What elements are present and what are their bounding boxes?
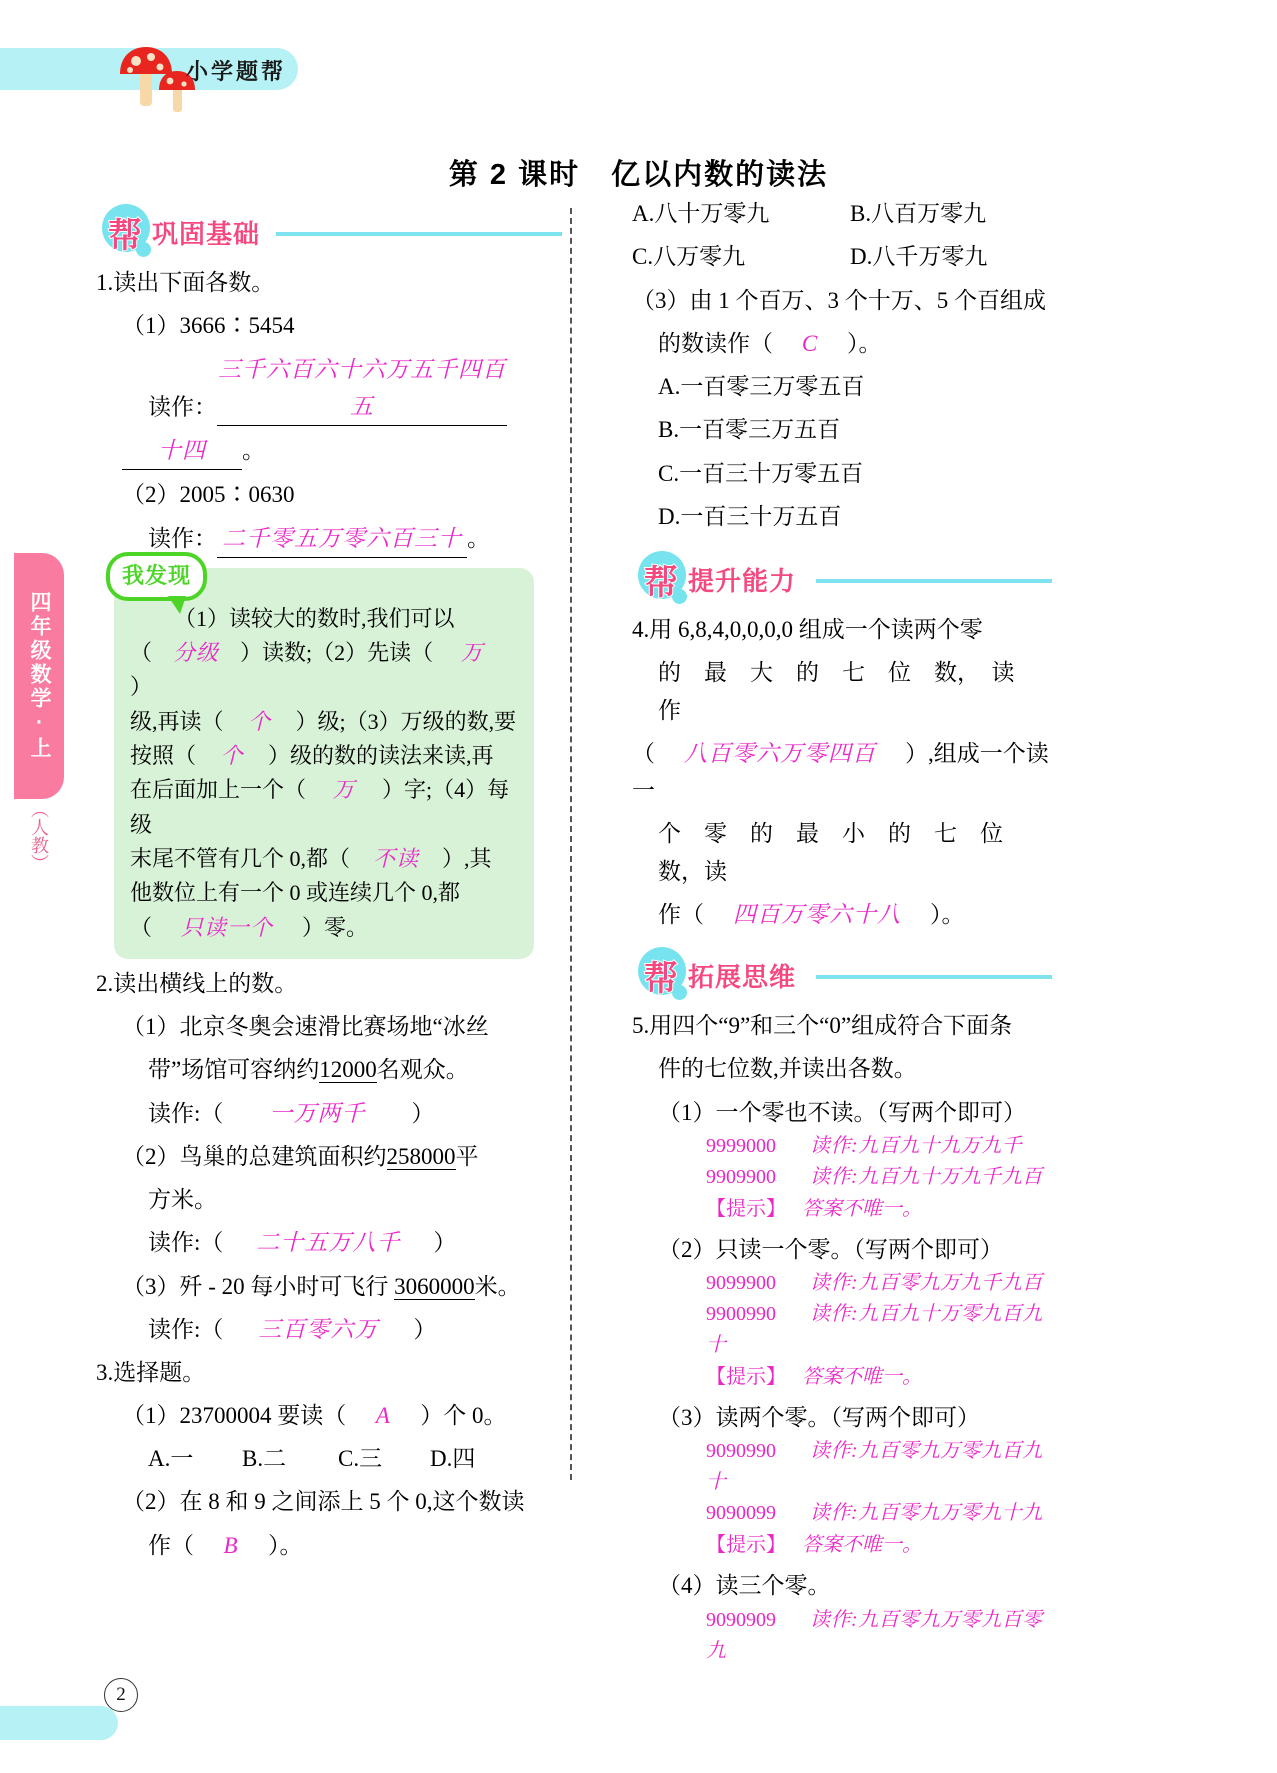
- discovery-blank-3[interactable]: 个: [248, 708, 272, 734]
- q2-item3-label: （3）歼 - 20 每小时可飞行: [122, 1273, 389, 1299]
- choice-a[interactable]: A.八十万零九: [632, 201, 770, 226]
- q5-group2-hint: [632, 1361, 1052, 1393]
- q2-item1-text-a: （1）北京冬奥会速滑比赛场地“冰丝: [122, 1014, 489, 1040]
- q5-group3-row1: [632, 1436, 1052, 1498]
- discovery-blank-7[interactable]: 只读一个: [181, 914, 274, 940]
- discovery-line-7: 他数位上有一个 0 或连续几个 0,都: [130, 880, 461, 906]
- q5-g2-r1-number[interactable]: 9099900: [706, 1272, 776, 1295]
- discovery-blank-5[interactable]: 万: [332, 777, 356, 803]
- q2-item1-close: ）: [411, 1100, 435, 1126]
- q3-sub1-answer[interactable]: A: [375, 1403, 391, 1429]
- left-column: [96, 196, 562, 1564]
- q5-g2-r2-read[interactable]: 读作:九百九十万零九百九十: [706, 1303, 1043, 1357]
- discovery-bubble-label: 我发现: [106, 552, 207, 601]
- discovery-text-8: （: [130, 914, 153, 940]
- q2-item1-text-c: 名观众。: [376, 1057, 469, 1083]
- hint-tag: 【提示】: [706, 1197, 786, 1220]
- q5-g1-r2-number[interactable]: 9909900: [706, 1165, 776, 1188]
- q1-item2-period: 。: [467, 525, 490, 551]
- discovery-text-8b: ）零。: [302, 914, 369, 940]
- discovery-blank-4[interactable]: 个: [220, 743, 244, 768]
- discovery-text-5b: ）字;（4）每级: [130, 777, 510, 837]
- q3-sub2-choices-row1: [632, 196, 1052, 233]
- q2-item3-answer[interactable]: 三百零六万: [258, 1316, 379, 1342]
- hint-tag: 【提示】: [706, 1366, 786, 1389]
- q1-item2-label: （2）2005∶0630: [122, 482, 295, 508]
- section-title-basics: 巩固基础: [152, 219, 261, 249]
- choice-b[interactable]: B.二: [242, 1445, 287, 1471]
- q5-group3-hint: [632, 1529, 1052, 1561]
- section-badge: 帮: [644, 564, 678, 603]
- choice-b[interactable]: B.八百万零九: [850, 201, 987, 226]
- q5-group2-row2: [632, 1299, 1052, 1361]
- q4-answer-1[interactable]: 八百零六万零四百: [684, 740, 876, 766]
- q3-sub2-label: 作（: [148, 1532, 194, 1558]
- q2-item2-text-b: 方米。: [148, 1187, 217, 1213]
- q3-sub3-choice-d[interactable]: D.一百三十万五百: [658, 503, 842, 529]
- discovery-text-2: ）读数;（2）先读（: [240, 640, 434, 666]
- discovery-box: [114, 562, 534, 959]
- q4-text-5b: ）。: [930, 901, 965, 927]
- page-number: 2: [104, 1678, 138, 1712]
- q5-g1-r1-number[interactable]: 9999000: [706, 1134, 776, 1157]
- q4-text-3b: ）,组成一个读一: [632, 740, 1049, 804]
- section-title-improve: 提升能力: [688, 566, 797, 597]
- q5-group1-row1: [632, 1131, 1052, 1162]
- q5-g1-r2-read[interactable]: 读作:九百九十万九千九百: [810, 1165, 1043, 1188]
- q5-g4-r1-number[interactable]: 9090909: [706, 1608, 776, 1631]
- q4-line5-label: 作（: [658, 901, 704, 927]
- page-title: 第 2 课时 亿以内数的读法: [448, 159, 829, 191]
- q5-g4-r1-read[interactable]: 读作:九百零九万零九百零九: [706, 1608, 1043, 1662]
- q3-sub2-text-a: （2）在 8 和 9 之间添上 5 个 0,这个数读: [122, 1489, 525, 1515]
- q1-item2-answer[interactable]: 二千零五万零六百三十: [217, 520, 467, 558]
- section-badge: 帮: [644, 960, 678, 999]
- q2-item1-answer[interactable]: 一万两千: [269, 1100, 366, 1126]
- q2-item1-underlined: 12000: [319, 1057, 377, 1083]
- hint-text: 答案不唯一。: [802, 1534, 922, 1557]
- choice-a[interactable]: A.一: [148, 1445, 194, 1471]
- q3-sub1-label: （1）23700004 要读（: [122, 1403, 347, 1429]
- q4-answer-2[interactable]: 四百万零六十八: [733, 901, 901, 927]
- q5-group1-row2: [632, 1162, 1052, 1193]
- q2-item2-close: ）: [433, 1230, 457, 1256]
- choice-d[interactable]: D.八千万零九: [850, 243, 988, 269]
- q3-sub3-choice-a[interactable]: A.一百零三万零五百: [658, 374, 865, 400]
- choice-c[interactable]: C.三: [338, 1445, 383, 1471]
- section-header-improve: [632, 549, 1052, 605]
- q2-item1-text-b-label: 带”场馆可容纳约: [148, 1057, 320, 1083]
- q3-sub1-text-b: ）个 0。: [420, 1403, 507, 1429]
- q5-group3-prompt: （3）读两个零。（写两个即可）: [658, 1405, 980, 1431]
- q2-item2-answer[interactable]: 二十五万八千: [256, 1230, 401, 1256]
- section-header-basics: [96, 202, 562, 258]
- discovery-line-1: （1）读较大的数时,我们可以: [174, 605, 455, 631]
- q2-title: 2.读出横线上的数。: [96, 970, 298, 996]
- discovery-text-4: 按照（: [130, 743, 197, 768]
- q3-sub3-label: 的数读作（: [658, 330, 773, 356]
- q5-g1-r1-read[interactable]: 读作:九百九十九万九千: [810, 1134, 1023, 1157]
- discovery-blank-2[interactable]: 万: [460, 640, 484, 666]
- choice-c[interactable]: C.八万零九: [632, 243, 746, 269]
- q3-sub2-text-b: [96, 1527, 562, 1564]
- q1-item1-read-cont: [96, 432, 562, 470]
- choice-d[interactable]: D.四: [430, 1445, 476, 1471]
- read-label: 读作:（: [148, 1316, 224, 1342]
- hint-text: 答案不唯一。: [802, 1197, 922, 1220]
- q2-item2-text-a: [96, 1138, 562, 1175]
- q2-item2-read: [96, 1224, 562, 1261]
- read-label: 读作:（: [148, 1230, 224, 1256]
- q3-sub3-text-c: ）。: [847, 330, 882, 356]
- page-number-bar: [0, 1706, 118, 1740]
- discovery-blank-6[interactable]: 不读: [373, 845, 420, 871]
- right-column: [632, 196, 1052, 1667]
- q1-item1-label: （1）3666∶5454: [122, 313, 295, 339]
- section-title-expand: 拓展思维: [688, 962, 797, 993]
- q1-item1-read: [96, 351, 562, 427]
- q5-g3-r1-number[interactable]: 9090990: [706, 1440, 776, 1463]
- q1-item1-answer-line2[interactable]: 十四: [122, 432, 242, 470]
- q2-item1-read: [96, 1095, 562, 1132]
- hint-text: 答案不唯一。: [802, 1366, 922, 1389]
- q2-item2-underlined: 258000: [386, 1143, 456, 1169]
- q4-line-1: 4.用 6,8,4,0,0,0,0 组成一个读两个零: [632, 617, 983, 643]
- q5-group3-row2: [632, 1498, 1052, 1529]
- grade-subject-label: 四年级数学·上: [28, 591, 51, 761]
- q5-g3-r2-read[interactable]: 读作:九百零九万零九十九: [810, 1502, 1043, 1525]
- q3-title: 3.选择题。: [96, 1360, 206, 1386]
- q3-sub3-text-a: （3）由 1 个百万、3 个十万、5 个百组成: [632, 287, 1046, 313]
- discovery-text-3b: ）级;（3）万级的数,要: [295, 708, 517, 734]
- discovery-blank-1[interactable]: 分级: [173, 640, 220, 666]
- q2-item3-close: ）: [413, 1316, 437, 1342]
- discovery-line-4: [130, 739, 518, 773]
- q2-item3-text-a: [96, 1268, 562, 1305]
- q4-line-3: [632, 735, 1052, 810]
- read-label: 读作：: [148, 525, 217, 551]
- q5-line-1: 5.用四个“9”和三个“0”组成符合下面条: [632, 1013, 1013, 1039]
- q5-group1-hint: [632, 1193, 1052, 1225]
- q3-sub3-text-b: [632, 325, 1052, 362]
- q3-sub1-text: [96, 1397, 562, 1434]
- q5-g3-r1-read[interactable]: 读作:九百零九万零九百九十: [706, 1440, 1043, 1494]
- discovery-line-2: （ 分级 ）读数;（2）先读（ 万）: [130, 636, 518, 705]
- publisher-label-wrap: [14, 800, 64, 877]
- q5-g2-r1-read[interactable]: 读作:九百零九万九千九百: [810, 1272, 1043, 1295]
- discovery-text-4b: ）级的数的读法来读,再: [268, 743, 494, 768]
- q2-item3-underlined: 3060000: [394, 1273, 475, 1299]
- q5-g2-r2-number[interactable]: 9900990: [706, 1303, 776, 1326]
- read-label: 读作:（: [148, 1100, 224, 1126]
- q3-sub2-choices-row2: [632, 239, 1052, 276]
- discovery-text-3: 级,再读（: [130, 708, 224, 734]
- q2-item1-text-b: [96, 1051, 562, 1088]
- brand-title: 小学题帮: [186, 59, 287, 84]
- q1-item1-answer-line1[interactable]: 三千六百六十六万五千四百五: [217, 351, 507, 427]
- q5-group4-row1: [632, 1605, 1052, 1667]
- q3-sub2-answer[interactable]: B: [223, 1532, 239, 1558]
- q3-sub3-answer[interactable]: C: [801, 330, 819, 356]
- section-rule: [816, 579, 1052, 583]
- read-label: 读作：: [148, 393, 217, 419]
- section-badge: 帮: [108, 217, 142, 255]
- q5-group2-prompt: （2）只读一个零。（写两个即可）: [658, 1236, 1003, 1262]
- q5-line-2: 件的七位数,并读出各数。: [658, 1056, 917, 1082]
- q1-item1-period: 。: [242, 438, 265, 463]
- q2-item3-read: [96, 1311, 562, 1348]
- section-rule: [816, 975, 1052, 979]
- section-header-expand: [632, 945, 1052, 1001]
- q4-line-5: [632, 896, 1052, 933]
- discovery-line-3: [130, 705, 518, 739]
- hint-tag: 【提示】: [706, 1534, 786, 1557]
- discovery-text-6b: ）,其: [442, 845, 492, 871]
- q2-item2-label: （2）鸟巢的总建筑面积约: [122, 1143, 387, 1169]
- discovery-text-6: 末尾不管有几个 0,都（: [130, 845, 351, 871]
- q2-item2-text-c: 平: [455, 1143, 479, 1169]
- discovery-line-6: [130, 842, 518, 876]
- q4-line-2: 的 最 大 的 七 位 数， 读 作: [658, 660, 1038, 723]
- q5-g3-r2-number[interactable]: 9090099: [706, 1502, 776, 1525]
- q5-group4-prompt: （4）读三个零。: [658, 1573, 831, 1599]
- q4-open-paren: （: [632, 740, 655, 766]
- grade-subject-tab: [14, 553, 64, 799]
- column-divider: [570, 208, 572, 1480]
- discovery-line-5: [130, 773, 518, 842]
- q3-sub3-choice-c[interactable]: C.一百三十万零五百: [658, 460, 864, 486]
- q3-sub2-text-c: ）。: [268, 1532, 303, 1558]
- q3-sub1-choices: [96, 1441, 562, 1478]
- discovery-line-8: [130, 911, 518, 945]
- q5-group2-row1: [632, 1268, 1052, 1299]
- section-rule: [276, 232, 562, 236]
- q5-group1-prompt: （1）一个零也不读。（写两个即可）: [658, 1099, 1026, 1125]
- discovery-text-5: 在后面加上一个（: [130, 777, 307, 803]
- q2-item3-text-c: 米。: [474, 1273, 521, 1299]
- q1-title: 1.读出下面各数。: [96, 270, 275, 295]
- q4-line-4: 个 零 的 最 小 的 七 位 数，读: [658, 821, 1026, 884]
- publisher-label: （人教）: [29, 800, 49, 872]
- q3-sub3-choice-b[interactable]: B.一百零三万五百: [658, 417, 841, 443]
